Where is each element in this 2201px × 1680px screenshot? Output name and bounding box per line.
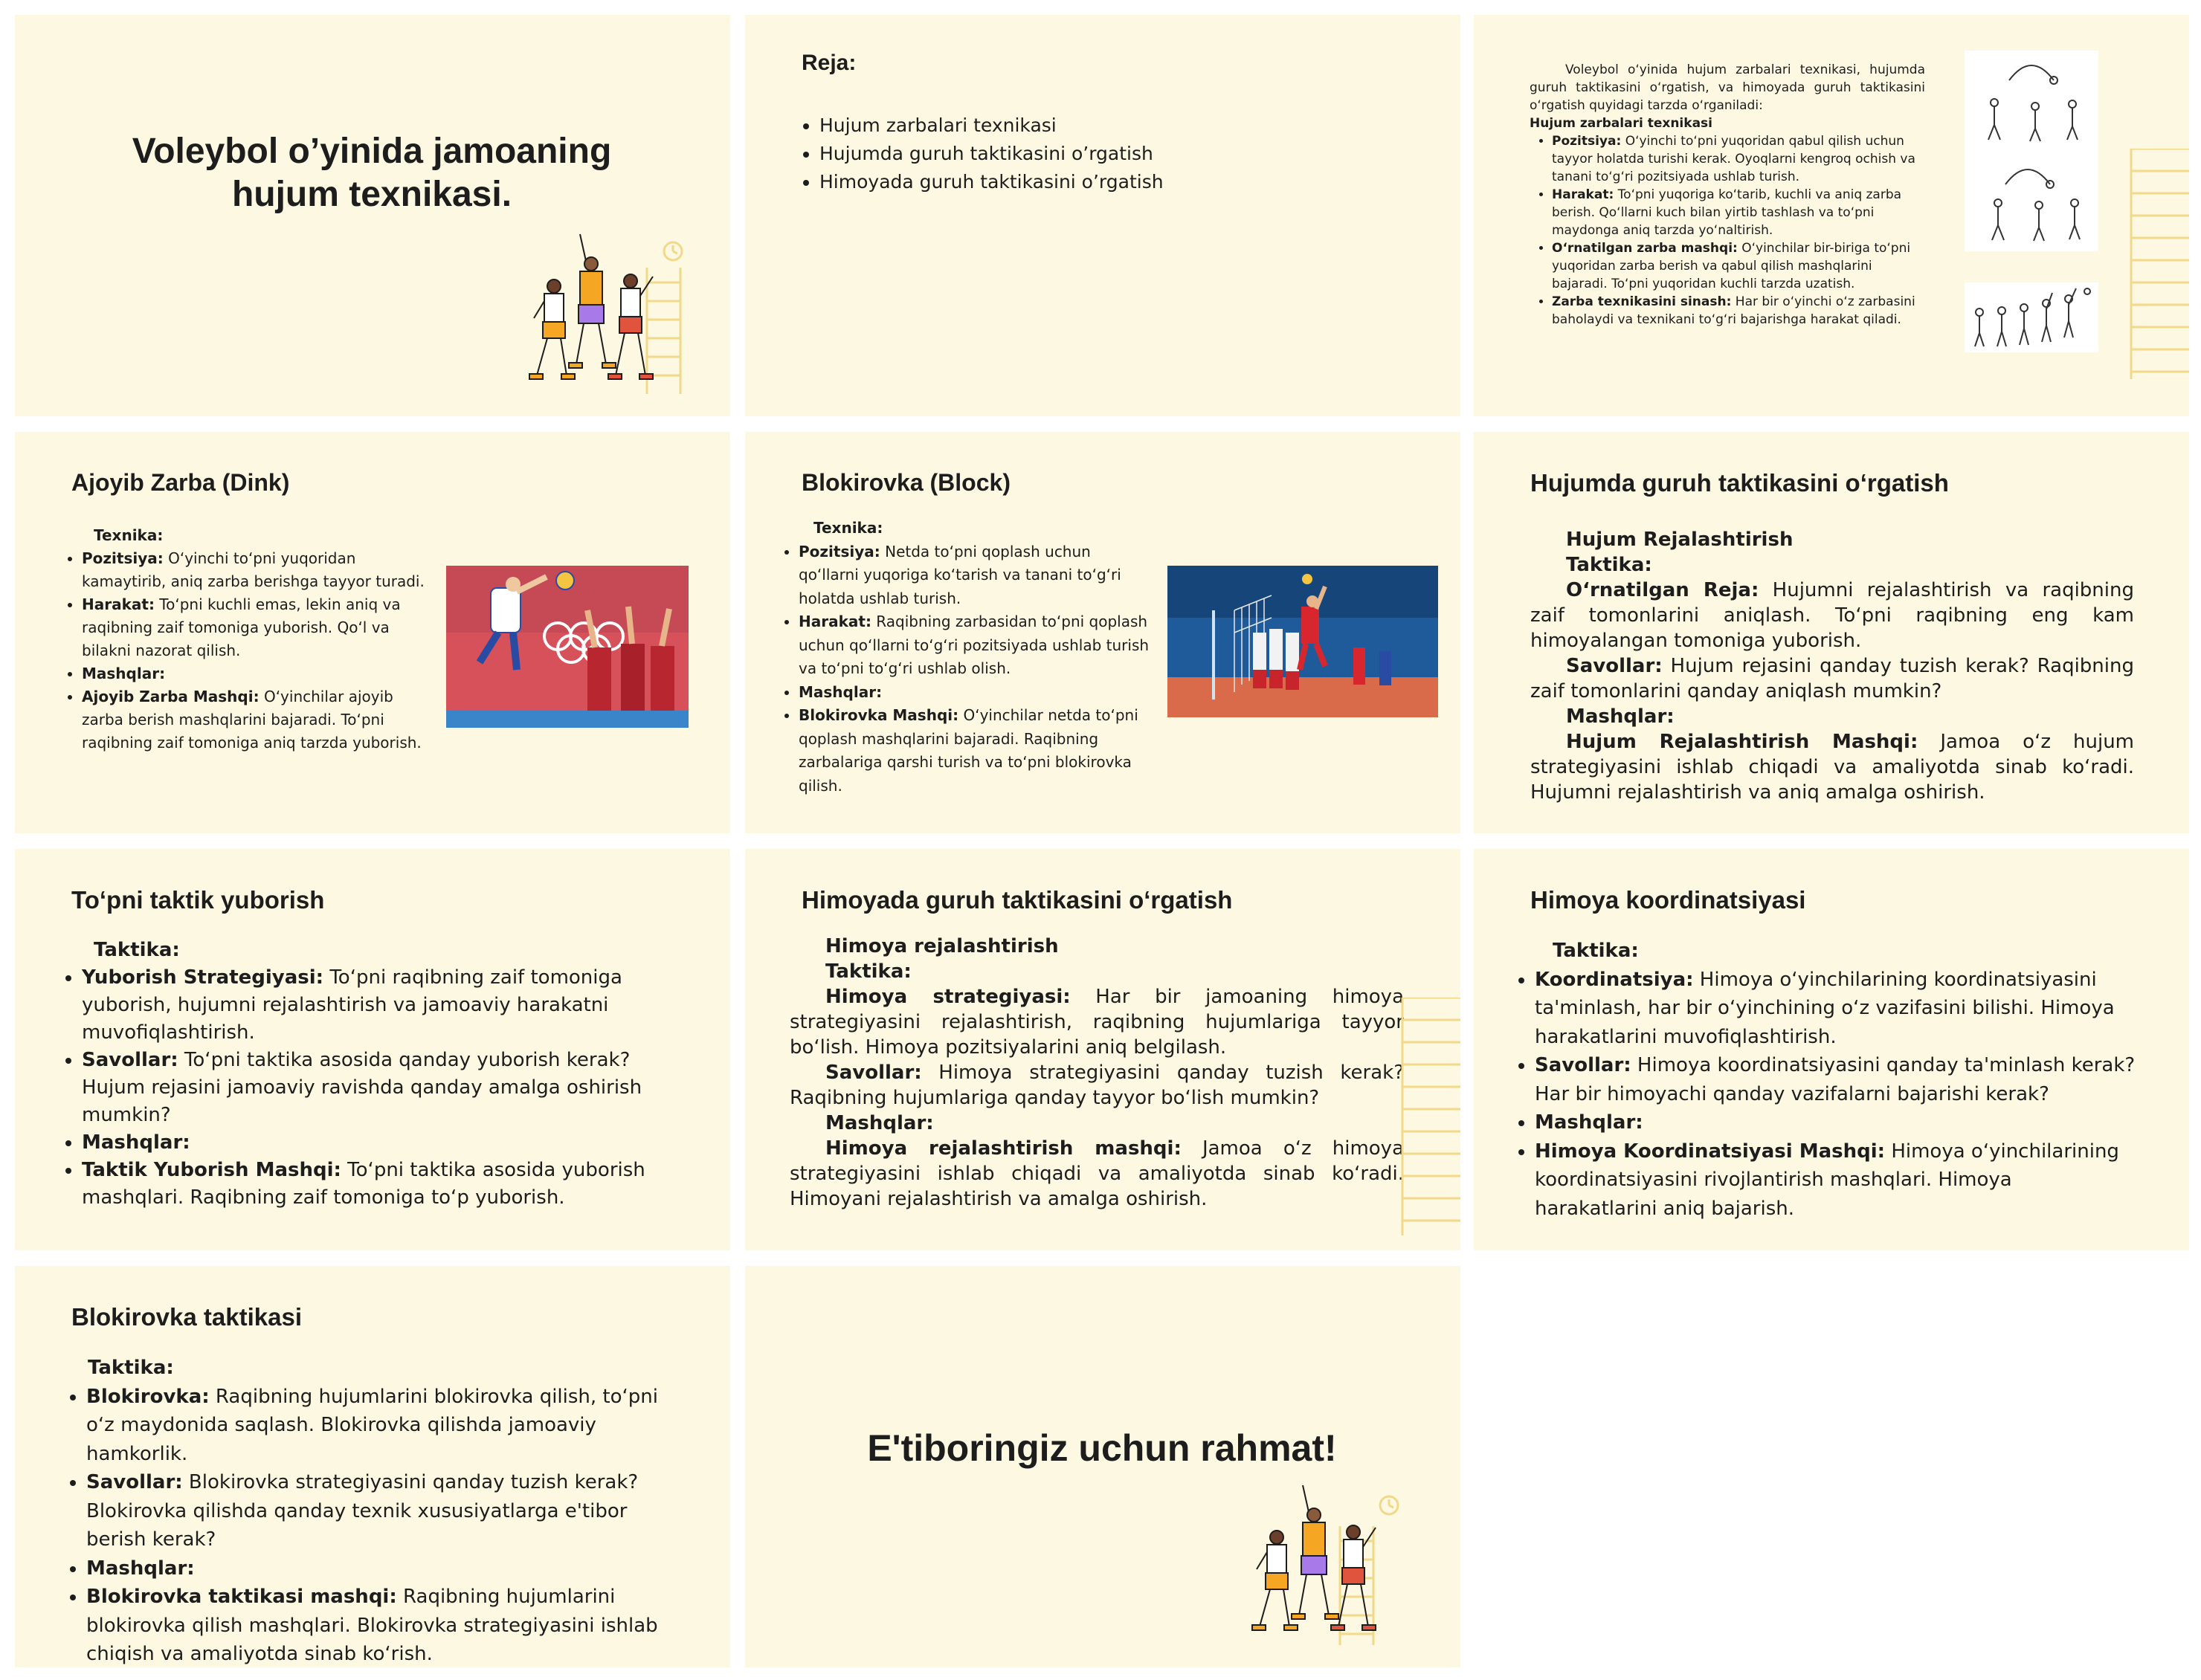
list-item: • Savollar: Blokirovka strategiyasini qanday tuzish kerak? Blokirovka qilishda qanday texnik xususiyatlarga e'tibor berish kerak? <box>86 1468 672 1554</box>
slide-heading: Himoyada guruh taktikasini o‘rgatish <box>802 886 1233 914</box>
slide-body <box>782 517 1154 798</box>
paragraph: Himoya rejalashtirish mashqi: Jamoa o‘z himoya strategiyasini ishlab chiqadi va amaliyotda sinab ko‘radi. Himoyani rejalashtirish va amalga oshirish. <box>790 1137 1404 1210</box>
list-item: • O‘rnatilgan zarba mashqi: O‘yinchilar bir-biriga to‘pni yuqoridan zarba berish va qabul qilish mashqlarini bajaradi. To‘pni yuqoridan kuchli tarzda uzatish. <box>1552 239 1925 293</box>
list-item: • Pozitsiya: O‘yinchi to‘pni yuqoridan qabul qilish uchun tayyor holatda turishi kerak. Oyoqlarni kengroq ochish va tanani to‘g‘ri pozitsiyada ushlab turish. <box>1552 132 1925 186</box>
intro-text: Voleybol o‘yinida hujum zarbalari texnikasi, hujumda guruh taktikasini o‘rgatish, va himoyada guruh taktikasini o‘rgatish quyidagi tarzda o‘rganiladi: <box>1530 62 1925 113</box>
sublabel: Taktika: <box>1553 940 1639 962</box>
slide-defense-tactics <box>745 849 1460 1250</box>
slide-body <box>790 934 1404 1212</box>
jump-sequence-sketch-image <box>1965 282 2098 352</box>
thanks-text: E'tiboringiz uchun rahmat! <box>867 1427 1337 1469</box>
list-item: • Blokirovka Mashqi: O‘yinchilar netda to‘pni qoplash mashqlarini bajaradi. Raqibning zarbalariga qarshi turish va to‘pni blokirovka qilish. <box>799 704 1154 798</box>
slide-attack-tactics <box>1474 432 2189 833</box>
tactics-label: Taktika: <box>1566 554 1652 576</box>
exercises-label: Mashqlar: <box>1566 705 1675 728</box>
list-item: • Ajoyib Zarba Mashqi: O‘yinchilar ajoyib zarba berish mashqlarini bajaradi. To‘pni raqibning zaif tomoniga aniq tarzda yuborish. <box>82 685 437 755</box>
sublabel: Texnika: <box>94 526 164 544</box>
paragraph: Savollar: Himoya strategiyasini qanday tuzish kerak? Raqibning hujumlariga qanday tayyor bo‘lish mumkin? <box>790 1062 1404 1109</box>
sublabel: Taktika: <box>88 1357 174 1379</box>
list-item: • Savollar: To‘pni taktika asosida qanday yuborish kerak? Hujum rejasini jamoaviy ravishda qanday amalga oshirish mumkin? <box>82 1047 675 1129</box>
plan-list <box>803 112 1164 196</box>
exercises-label: Mashqlar: <box>825 1112 934 1134</box>
slide-heading: Blokirovka taktikasi <box>71 1303 302 1331</box>
ladder-icon <box>2128 149 2189 379</box>
list-item: • Mashqlar: <box>82 662 437 685</box>
slide-heading: Hujumda guruh taktikasini o‘rgatish <box>1530 469 1949 497</box>
paragraph: O‘rnatilgan Reja: Hujumni rejalashtirish va raqibning zaif tomonlarini aniqlash. To‘pni raqibning eng kam himoyalangan tomoniga yuborish. <box>1530 579 2134 652</box>
slide-block <box>745 432 1460 833</box>
slide-block-tactics <box>15 1266 730 1667</box>
list-item: • Harakat: Raqibning zarbasidan to‘pni qoplash uchun qo‘llarni to‘g‘ri pozitsiyada ushlab turish va to‘pni to‘g‘ri ushlab olish. <box>799 610 1154 681</box>
subheading: Hujum zarbalari texnikasi <box>1530 116 1712 131</box>
ladder-icon <box>1399 998 1460 1235</box>
ladder-icon <box>647 242 682 394</box>
sublabel: Texnika: <box>813 519 883 537</box>
block-photo <box>1167 566 1438 717</box>
slide-heading: Ajoyib Zarba (Dink) <box>71 469 290 496</box>
slide-title-text: Voleybol o’yinida jamoaning hujum texnikasi. <box>132 132 612 214</box>
slide-title <box>15 15 730 416</box>
players-illustration <box>521 230 714 401</box>
slide-body <box>1518 937 2136 1223</box>
blockers <box>1253 629 1299 690</box>
players-illustration <box>1243 1482 1437 1652</box>
sublabel: Taktika: <box>94 939 180 961</box>
slide-body <box>1530 527 2134 805</box>
slide-thanks <box>745 1266 1460 1667</box>
paragraph: Himoya strategiyasi: Har bir jamoaning himoya strategiyasini rejalashtirish, raqibning hujumlariga tayyor bo‘lish. Himoya pozitsiyalarini aniq belgilash. <box>790 986 1404 1059</box>
dink-photo <box>446 566 689 728</box>
technique-sketch-image <box>1965 51 2098 251</box>
slide-attack-technique <box>1474 15 2189 416</box>
list-item: • Yuborish Strategiyasi: To‘pni raqibning zaif tomoniga yuborish, hujumni rejalashtirish va jamoaviy harakatni muvofiqlashtirish. <box>82 964 675 1047</box>
slide-defense-coordination <box>1474 849 2189 1250</box>
slide-dink <box>15 432 730 833</box>
list-item: • Pozitsiya: Netda to‘pni qoplash uchun qo‘llarni yuqoriga ko‘tarish va tanani to‘g‘ri holatda ushlab turish. <box>799 540 1154 611</box>
list-item: • Himoyada guruh taktikasini o’rgatish <box>819 168 1164 196</box>
player-center <box>1292 1485 1338 1619</box>
slide-body <box>65 937 675 1212</box>
list-item: • Himoya Koordinatsiyasi Mashqi: Himoya o‘yinchilarining koordinatsiyasini rivojlantirish mashqlari. Himoya harakatlarini aniq bajarish. <box>1535 1137 2136 1224</box>
list-item: • Mashqlar: <box>86 1554 672 1583</box>
list-item: • Mashqlar: <box>1535 1108 2136 1137</box>
list-item: • Harakat: To‘pni yuqoriga ko‘tarib, kuchli va aniq zarba berish. Qo‘llarni kuch bilan yirtib tashlash va to‘pni maydonga aniq tarzda yo‘naltirish. <box>1552 186 1925 239</box>
slide-heading: Blokirovka (Block) <box>802 469 1011 496</box>
plan-heading: Hujum Rejalashtirish <box>1566 529 1794 551</box>
paragraph: Hujum Rejalashtirish Mashqi: Jamoa o‘z hujum strategiyasini ishlab chiqadi va amaliyotda sinab ko‘radi. Hujumni rejalashtirish va aniq amalga oshirish. <box>1530 731 2135 804</box>
list-item: • Blokirovka taktikasi mashqi: Raqibning hujumlarini blokirovka qilish mashqlari. Blokirovka strategiyasini ishlab chiqish va amaliyotda sinab ko‘rish. <box>86 1583 672 1667</box>
paragraph: Savollar: Hujum rejasini qanday tuzish kerak? Raqibning zaif tomonlarini qanday aniqlash mumkin? <box>1530 655 2134 702</box>
slide-body <box>65 524 437 755</box>
player-center <box>569 234 616 368</box>
list-item: • Taktik Yuborish Mashqi: To‘pni taktika asosida yuborish mashqlari. Raqibning zaif tomoniga to‘p yuborish. <box>82 1157 675 1212</box>
slide-heading: Reja: <box>802 51 857 75</box>
slide-body <box>70 1354 672 1667</box>
player-left <box>529 280 575 379</box>
slide-plan <box>745 15 1460 416</box>
list-item: • Pozitsiya: O‘yinchi to‘pni yuqoridan kamaytirib, aniq zarba berishga tayyor turadi. <box>82 547 437 593</box>
plan-heading: Himoya rejalashtirish <box>825 935 1059 957</box>
player-left <box>1252 1531 1298 1630</box>
list-item: • Mashqlar: <box>799 681 1154 705</box>
list-item: • Hujum zarbalari texnikasi <box>819 112 1164 140</box>
list-item: • Mashqlar: <box>82 1129 675 1157</box>
slide-body <box>1530 61 1925 329</box>
list-item: • Blokirovka: Raqibning hujumlarini blokirovka qilish, to‘pni o‘z maydonida saqlash. Blokirovka qilishda jamoaviy hamkorlik. <box>86 1383 672 1469</box>
list-item: • Koordinatsiya: Himoya o‘yinchilarining koordinatsiyasini ta'minlash, har bir o‘yinchining o‘z vazifasini bilishi. Himoya harakatlarini muvofiqlashtirish. <box>1535 966 2136 1052</box>
list-item: • Hujumda guruh taktikasini o’rgatish <box>819 140 1164 168</box>
list-item: • Zarba texnikasini sinash: Har bir o‘yinchi o‘z zarbasini baholaydi va texnikani to‘g‘ri bajarishga harakat qiladi. <box>1552 293 1925 329</box>
slide-heading: To‘pni taktik yuborish <box>71 886 325 914</box>
tactics-label: Taktika: <box>825 960 912 983</box>
slide-heading: Himoya koordinatsiyasi <box>1530 886 1806 914</box>
list-item: • Savollar: Himoya koordinatsiyasini qanday ta'minlash kerak? Har bir himoyachi qanday vazifalarni bajarishi kerak? <box>1535 1051 2136 1108</box>
slide-tactical-serve <box>15 849 730 1250</box>
list-item: • Harakat: To‘pni kuchli emas, lekin aniq va raqibning zaif tomoniga yuborish. Qo‘l va bilakni nazorat qilish. <box>82 593 437 662</box>
